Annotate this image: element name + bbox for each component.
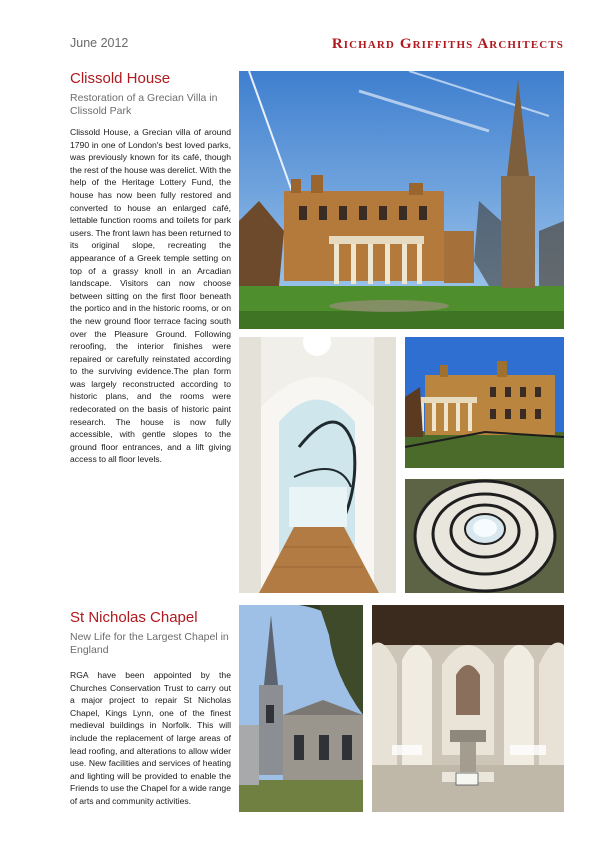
- stnicholas-interior-photo: [372, 605, 564, 812]
- firm-name: Richard Griffiths Architects: [331, 36, 564, 52]
- stnicholas-exterior-photo: [239, 605, 363, 812]
- clissold-subtitle: Restoration of a Grecian Villa in Clissold Park: [70, 92, 218, 117]
- clissold-spiral-stair-photo: [405, 479, 564, 593]
- clissold-house-exterior-photo: [239, 71, 564, 329]
- stnicholas-body: RGA have been appointed by the Churches Conservation Trust to carry out a major project to repair St Nicholas Chapel, Kings Lynn, one of the finest medieval buildings in Norfolk. This will include the replacement of large areas of lead roofing, and alterations to allow wider use. New facilities and services of heating and lighting will be provided to enable the Friends to use the Chapel for a wide range of arts and community activities.: [70, 670, 231, 806]
- issue-date: June 2012: [70, 36, 129, 50]
- stnicholas-subtitle: New Life for the Largest Chapel in England: [70, 631, 229, 656]
- stnicholas-title: St Nicholas Chapel: [70, 609, 198, 626]
- clissold-house-side-photo: [405, 337, 564, 468]
- clissold-interior-stair-photo: [239, 337, 396, 593]
- clissold-title: Clissold House: [70, 70, 171, 87]
- clissold-body: Clissold House, a Grecian villa of around 1790 in one of London's best loved parks, was previously known for its café, though the rest of the house was derelict. With the help of the Heritage Lottery Fund, the house has now been fully restored and converted to house an enlarged café, lettable function rooms and toilets for park users. The front lawn has been returned to its original slope, recreating the appearance of a Greek temple setting on top of a grassy knoll in an Arcadian landscape. Visitors can now choose between sitting on the first floor beneath the portico and in the historic rooms, or on the new ground floor terrace facing south over the Pleasure Ground. Following reroofing, the interior finishes were repaired or carefully reinstated according to the surviving evidence.The plan form was largely reconstructed according to historic plans, and the rooms were redecorated on the basis of historic paint research. The house is now fully accessible, with gentle slopes to the ground floor entrances, and a lift giving access to all floor levels.: [70, 127, 231, 465]
